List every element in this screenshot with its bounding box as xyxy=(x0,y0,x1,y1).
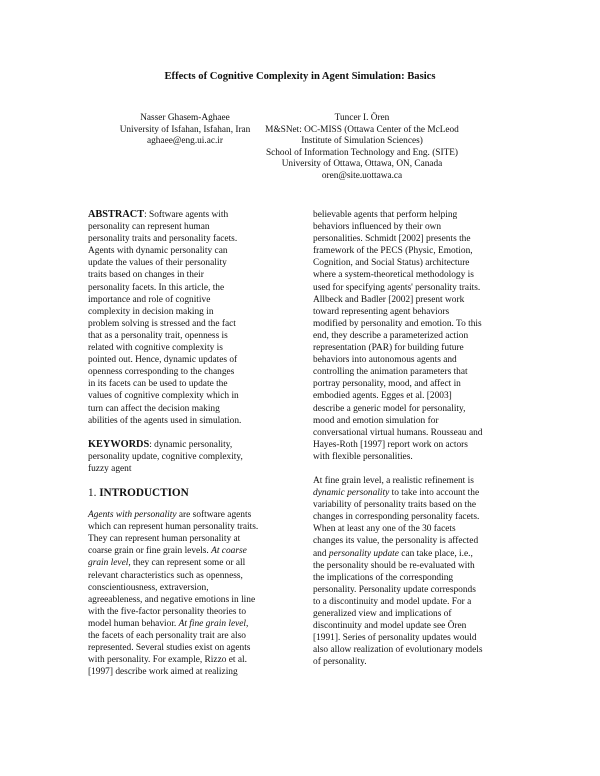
body-line: embodied agents. Egges et al. [2003] xyxy=(313,391,452,402)
abstract-line: : Software agents with xyxy=(144,210,229,220)
body-line: controlling the animation parameters that xyxy=(313,367,468,378)
body-line: discontinuity and model update see Ören xyxy=(313,621,467,632)
author-block-2 xyxy=(262,113,462,183)
abstract-line: importance and role of cognitive xyxy=(88,294,211,305)
keywords-line: personality update, cognitive complexity, xyxy=(88,451,243,462)
body-line: changes in corresponding personality facets. xyxy=(313,512,480,523)
intro-line: are software agents xyxy=(176,510,252,521)
intro-line: with personality. For example, Rizzo et al. xyxy=(88,655,247,666)
body-line: personalities. Schmidt [2002] presents the xyxy=(313,234,471,245)
keywords-label: KEYWORDS xyxy=(88,438,150,450)
italic-term: Agents with personality xyxy=(88,510,177,521)
body-line: modified by personality and emotion. To this xyxy=(313,318,482,329)
intro-line: agreeableness, and negative emotions in line xyxy=(88,594,256,605)
right-paragraph-2 xyxy=(313,475,523,669)
body-line: When at least any one of the 30 facets xyxy=(313,524,456,535)
intro-line: They can represent human personality at xyxy=(88,534,241,545)
author-affiliation: University of Isfahan, Isfahan, Iran xyxy=(119,124,251,135)
abstract-line: openness corresponding to the changes xyxy=(88,367,235,378)
italic-term: At fine grain level, xyxy=(178,618,249,629)
body-line: portray personality, mood, and affect in xyxy=(313,379,461,390)
right-paragraph-1 xyxy=(313,209,523,463)
italic-term: dynamic personality xyxy=(313,488,390,499)
body-line: framework of the PECS (Physic, Emotion, xyxy=(313,246,473,257)
intro-line: with the five-factor personality theories to xyxy=(88,606,247,617)
section-number: 1. xyxy=(88,486,97,499)
abstract-line: values of cognitive complexity which in xyxy=(88,391,239,402)
body-line: to take into account the xyxy=(389,488,480,499)
body-line: believable agents that perform helping xyxy=(313,210,458,220)
body-line: toward representing agent behaviors xyxy=(313,306,450,317)
author-affiliation: M&SNet: OC-MISS (Ottawa Center of the McLeod xyxy=(265,124,459,135)
author-block-1 xyxy=(100,113,270,148)
body-line: describe a generic model for personality, xyxy=(313,403,466,414)
body-line: At fine grain level, a realistic refinement is xyxy=(313,475,474,486)
body-line: behaviors influenced by their own xyxy=(313,222,442,233)
author-affiliation: School of Information Technology and Eng. (SITE) xyxy=(265,147,459,158)
right-column xyxy=(313,209,523,668)
paper-title: Effects of Cognitive Complexity in Agent Simulation: Basics xyxy=(164,71,436,82)
author-name: Tuncer I. Ören xyxy=(334,113,390,123)
intro-line: , they can represent some or all xyxy=(128,558,246,569)
body-line: to a discontinuity and model update. For a xyxy=(313,596,472,607)
keywords-line: fuzzy agent xyxy=(88,463,132,474)
body-line: Hayes-Roth [1997] report work on actors xyxy=(313,439,468,450)
body-line: the personality should be re-evaluated with xyxy=(313,560,475,571)
intro-line: the facets of each personality trait are also xyxy=(88,631,246,641)
keywords-line: : dynamic personality, xyxy=(149,439,233,450)
body-line: personality. Personality update corresponds xyxy=(313,584,476,595)
body-line: also allow realization of evolutionary models xyxy=(313,645,483,656)
abstract-line: problem solving is stressed and the fact xyxy=(88,318,236,329)
intro-line: represented. Several studies exist on agents xyxy=(88,643,251,654)
abstract-line: personality can represent human xyxy=(88,222,210,233)
body-line: mood and emotion simulation for xyxy=(313,415,439,426)
abstract-line: personality facets. In this article, the xyxy=(88,282,225,293)
author-affiliation: Institute of Simulation Sciences) xyxy=(301,136,423,147)
body-line: [1991]. Series of personality updates would xyxy=(313,633,477,644)
keywords xyxy=(88,439,286,475)
intro-line: model human behavior. xyxy=(88,618,177,629)
body-line: generalized view and implications of xyxy=(313,609,452,619)
abstract-line: pointed out. Hence, dynamic updates of xyxy=(88,355,238,366)
abstract-line: update the values of their personality xyxy=(88,258,227,269)
italic-term: grain level xyxy=(88,558,129,569)
left-column xyxy=(88,209,286,678)
body-line: conversational virtual humans. Rousseau and xyxy=(313,427,483,438)
intro-line: coarse grain or fine grain levels. xyxy=(88,546,209,557)
body-line: with flexible personalities. xyxy=(313,451,413,462)
body-line: Allbeck and Badler [2002] present work xyxy=(313,294,465,305)
body-line: representation (PAR) for building future xyxy=(313,343,464,354)
abstract xyxy=(88,209,286,427)
abstract-line: that as a personality trait, openness is xyxy=(88,330,228,341)
intro-line: conscientiousness, extraversion, xyxy=(88,582,209,593)
italic-term: At coarse xyxy=(211,546,247,557)
abstract-line: turn can affect the decision making xyxy=(88,403,220,414)
section-heading xyxy=(88,487,286,499)
body-line: behaviors into autonomous agents and xyxy=(313,355,457,366)
body-line: end, they describe a parameterized action xyxy=(313,330,469,341)
body-line: and xyxy=(313,548,329,559)
abstract-line: abilities of the agents used in simulation. xyxy=(88,415,242,426)
abstract-line: in its facets can be used to update the xyxy=(88,379,228,390)
section-title: INTRODUCTION xyxy=(99,486,189,499)
body-line: where a system-theoretical methodology is xyxy=(313,270,474,281)
abstract-line: related with cognitive complexity is xyxy=(88,343,223,354)
body-line: Cognition, and Social Status) architecture xyxy=(313,258,470,269)
abstract-line: complexity in decision making in xyxy=(88,306,214,317)
author-email: oren@site.uottawa.ca xyxy=(321,170,403,181)
author-email: aghaee@eng.ui.ac.ir xyxy=(147,136,223,147)
intro-line: relevant characteristics such as openness, xyxy=(88,570,243,581)
author-affiliation: University of Ottawa, Ottawa, ON, Canada xyxy=(281,159,443,170)
body-line: the implications of the corresponding xyxy=(313,572,454,583)
body-line: changes its value, the personality is affected xyxy=(313,536,479,547)
abstract-line: traits based on changes in their xyxy=(88,270,204,281)
abstract-line: Agents with dynamic personality can xyxy=(88,246,228,257)
abstract-line: personality traits and personality facets. xyxy=(88,234,238,245)
body-line: used for specifying agents' personality traits. xyxy=(313,282,481,293)
body-line: can take place, i.e., xyxy=(398,548,473,559)
author-name: Nasser Ghasem-Aghaee xyxy=(140,113,230,123)
intro-line: [1997] describe work aimed at realizing xyxy=(88,667,238,678)
italic-term: personality update xyxy=(328,548,399,559)
introduction-text xyxy=(88,509,286,678)
body-line: variability of personality traits based on the xyxy=(313,500,476,511)
intro-line: which can represent human personality traits. xyxy=(88,522,259,533)
abstract-label: ABSTRACT xyxy=(88,209,145,220)
body-line: of personality. xyxy=(313,657,367,668)
